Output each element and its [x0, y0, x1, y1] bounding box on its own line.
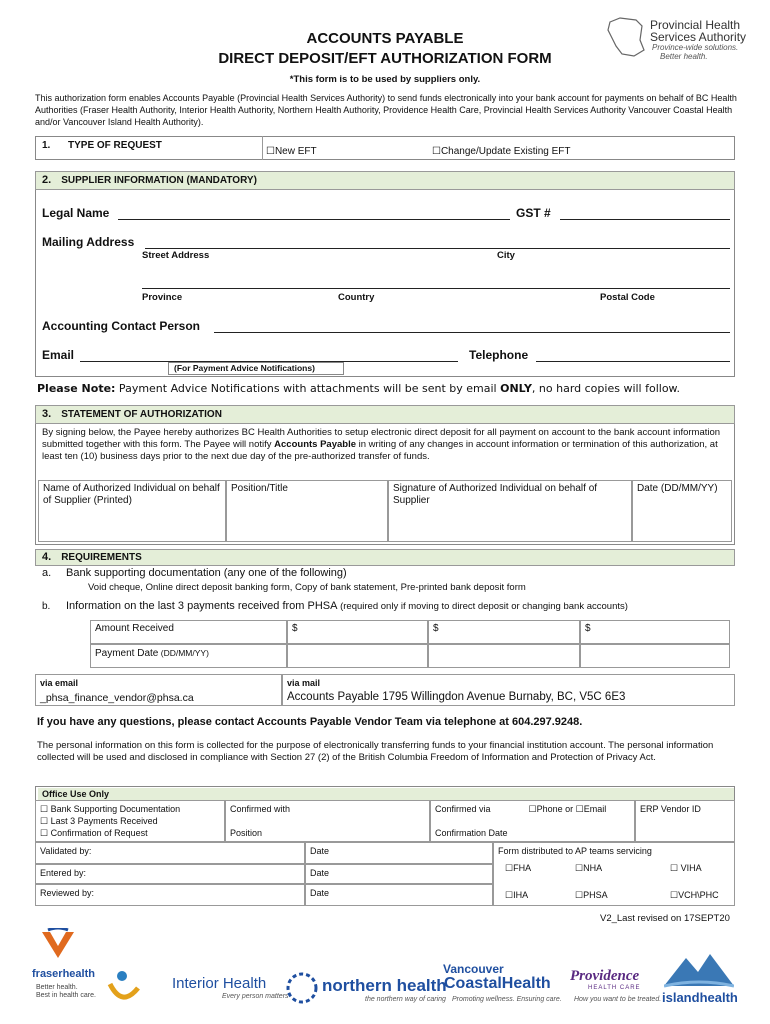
privacy-text: The personal information on this form is collected for the purpose of electronically transferring funds to your financial institution account. The personal information collected will be used and disclosed in compliance with Section 27 (2) of the British Columbia Freedom of Information and Protection of Privacy Act.: [37, 740, 714, 763]
office-checks-cell: [35, 800, 225, 842]
confirmed-via-cell[interactable]: Confirmed via ☐Phone or ☐Email Confirmation Date: [430, 800, 635, 842]
phsa-logo-tag2: Better health.: [660, 52, 708, 61]
reviewed-date-cell[interactable]: Date: [305, 884, 493, 906]
section4-title: REQUIREMENTS: [61, 552, 142, 563]
chk-last-3-payments[interactable]: ☐ Last 3 Payments Received: [40, 816, 158, 826]
chk-bank-docs[interactable]: ☐ Bank Supporting Documentation: [40, 804, 181, 814]
req-a-label: a.: [42, 567, 52, 579]
payment-date-3-field[interactable]: [580, 644, 730, 668]
erp-vendor-cell[interactable]: ERP Vendor ID: [635, 800, 735, 842]
section2-title: SUPPLIER INFORMATION (MANDATORY): [61, 175, 257, 186]
contact-person-label: Accounting Contact Person: [42, 319, 201, 333]
email-note: (For Payment Advice Notifications): [174, 363, 315, 373]
please-note: Please Note: Payment Advice Notifications with attachments will be sent by email ONLY, no hard copies will follow.: [37, 382, 681, 395]
country-label: Country: [338, 292, 375, 303]
authorized-name-cell[interactable]: Name of Authorized Individual on behalf of Supplier (Printed): [38, 480, 226, 542]
section3-title: STATEMENT OF AUTHORIZATION: [61, 409, 222, 420]
street-label: Street Address: [142, 250, 210, 261]
entered-by-cell[interactable]: Entered by:: [35, 864, 305, 884]
section3-header: [35, 405, 735, 424]
northern-health-icon: [284, 968, 320, 1008]
section4-header: [35, 549, 735, 566]
section3-number: 3.: [42, 408, 52, 420]
section4-number: 4.: [42, 551, 52, 563]
interior-health-icon: [104, 968, 164, 1008]
province-country-postal-field[interactable]: [142, 288, 730, 289]
chk-viha[interactable]: ☐ VIHA: [670, 863, 702, 873]
northern-health-logo: northern health: [322, 976, 447, 995]
section1-number: 1.: [42, 140, 51, 151]
providence-logo: Providence: [570, 968, 640, 984]
form-note: *This form is to be used by suppliers only.: [289, 74, 481, 85]
section1-title: TYPE OF REQUEST: [68, 140, 162, 151]
validated-by-cell[interactable]: Validated by:: [35, 842, 305, 864]
entered-date-cell[interactable]: Date: [305, 864, 493, 884]
vendor-email-link[interactable]: _phsa_finance_vendor@phsa.ca: [40, 692, 194, 704]
amount-received-label: Amount Received: [90, 620, 287, 644]
reviewed-by-cell[interactable]: Reviewed by:: [35, 884, 305, 906]
gst-label: GST #: [516, 206, 551, 220]
req-a-sub: Void cheque, Online direct deposit banking form, Copy of bank statement, Pre-printed bank deposit form: [88, 582, 526, 593]
office-use-title: Office Use Only: [38, 788, 734, 800]
req-b-label: b.: [42, 601, 51, 612]
confirmed-with-cell[interactable]: Confirmed with Position: [225, 800, 430, 842]
section2-number: 2.: [42, 174, 52, 186]
payment-date-2-field[interactable]: [428, 644, 580, 668]
fraser-health-logo: fraserhealth: [32, 968, 95, 980]
form-title-line1: ACCOUNTS PAYABLE: [306, 30, 464, 47]
intro-text: This authorization form enables Accounts Payable (Provincial Health Services Authority) to send funds electronically into your bank account for payments on behalf of BC Health Authorities (Fraser Health Authority, Interior Health Authority, Northern Health Authority, Providence Health Care, Provincial Health Services Authority Vancouver Coastal Health and/or Vancouver Island Health Authority).: [35, 93, 737, 127]
interior-health-logo: Interior Health: [172, 975, 267, 992]
authorization-statement: By signing below, the Payee hereby authorizes BC Health Authorities to setup electronic direct deposit for all payment on account to the bank account information submitted together with this form. The Payee will notify Accounts Payable in writing of any changes in account information or termination of this authorization, at least ten (10) business days prior to the next due day of the pre-authorized transfer of funds.: [42, 427, 721, 462]
phone-email-checkboxes[interactable]: ☐Phone or ☐Email: [528, 804, 607, 814]
via-email-cell: via email _phsa_finance_vendor@phsa.ca: [35, 674, 282, 706]
distribution-cell: Form distributed to AP teams servicing: [493, 842, 735, 906]
island-health-logo: islandhealth: [662, 990, 738, 1005]
via-mail-cell: via mail Accounts Payable 1795 Willingdon Avenue Burnaby, BC, V5C 6E3: [282, 674, 735, 706]
phsa-logo-name: Provincial Health Services Authority: [650, 18, 747, 44]
amount-2-field[interactable]: $: [428, 620, 580, 644]
gst-field[interactable]: [560, 219, 730, 220]
contact-person-field[interactable]: [214, 332, 730, 333]
form-title-line2: DIRECT DEPOSIT/EFT AUTHORIZATION FORM: [218, 50, 552, 67]
amount-1-field[interactable]: $: [287, 620, 428, 644]
new-eft-checkbox[interactable]: ☐New EFT: [266, 146, 317, 157]
amount-3-field[interactable]: $: [580, 620, 730, 644]
vch-logo-line1: Vancouver: [443, 962, 504, 976]
mailing-address-label: Mailing Address: [42, 235, 135, 249]
vch-logo-line2: CoastalHealth: [444, 975, 551, 992]
chk-fha[interactable]: ☐FHA: [505, 863, 532, 873]
validated-date-cell[interactable]: Date: [305, 842, 493, 864]
mailing-address: Accounts Payable 1795 Willingdon Avenue Burnaby, BC, V5C 6E3: [287, 691, 626, 703]
req-b-text: Information on the last 3 payments received from PHSA (required only if moving to direct deposit or changing bank accounts): [66, 600, 628, 612]
chk-vch-phc[interactable]: ☐VCH\PHC: [670, 890, 719, 900]
revision-note: V2_Last revised on 17SEPT20: [600, 913, 730, 924]
payment-date-label: Payment Date (DD/MM/YY): [90, 644, 287, 668]
chk-confirmation[interactable]: ☐ Confirmation of Request: [40, 828, 148, 838]
change-eft-checkbox[interactable]: ☐Change/Update Existing EFT: [432, 146, 571, 157]
email-label: Email: [42, 348, 75, 362]
date-cell[interactable]: Date (DD/MM/YY): [632, 480, 732, 542]
telephone-label: Telephone: [469, 348, 529, 362]
phsa-logo-tag1: Province-wide solutions.: [652, 43, 739, 52]
chk-phsa[interactable]: ☐PHSA: [575, 890, 608, 900]
chk-nha[interactable]: ☐NHA: [575, 863, 603, 873]
postal-code-label: Postal Code: [600, 292, 655, 303]
req-a-text: Bank supporting documentation (any one of the following): [66, 567, 347, 579]
section2-header: [35, 171, 735, 190]
bc-map-icon: [606, 16, 646, 58]
questions-text: If you have any questions, please contact Accounts Payable Vendor Team via telephone at 604.297.9248.: [37, 716, 583, 728]
position-title-cell[interactable]: Position/Title: [226, 480, 388, 542]
legal-name-field[interactable]: [118, 219, 510, 220]
legal-name-label: Legal Name: [42, 206, 110, 220]
payment-date-1-field[interactable]: [287, 644, 428, 668]
province-label: Province: [142, 292, 183, 303]
telephone-field[interactable]: [536, 361, 730, 362]
island-health-icon: [664, 952, 734, 988]
street-field[interactable]: [145, 248, 730, 249]
fraser-health-icon: [38, 928, 78, 964]
city-label: City: [497, 250, 515, 261]
signature-cell[interactable]: Signature of Authorized Individual on behalf of Supplier: [388, 480, 632, 542]
chk-iha[interactable]: ☐IHA: [505, 890, 529, 900]
